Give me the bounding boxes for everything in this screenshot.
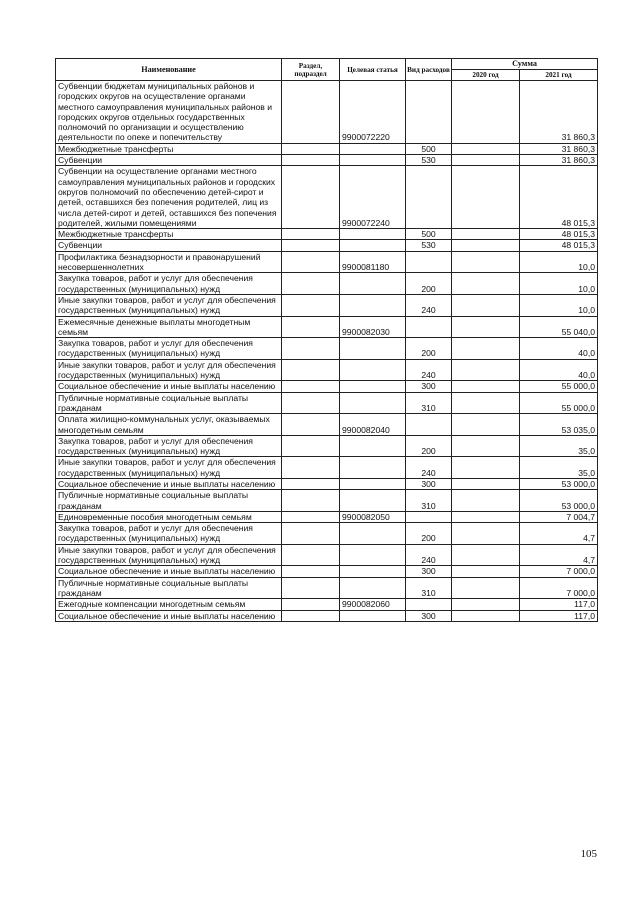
target-cell	[340, 457, 406, 479]
kind-cell: 240	[406, 544, 452, 566]
target-cell: 9900081180	[340, 251, 406, 273]
header-sum: Сумма	[452, 59, 598, 70]
sum-2020-cell	[452, 155, 520, 166]
sum-2020-cell	[452, 338, 520, 360]
sum-2020-cell	[452, 610, 520, 621]
name-cell: Социальное обеспечение и иные выплаты населению	[56, 478, 282, 489]
page-number: 105	[580, 848, 597, 860]
kind-cell: 300	[406, 478, 452, 489]
section-cell	[282, 523, 340, 545]
sum-2020-cell	[452, 143, 520, 154]
table-row	[56, 478, 598, 489]
section-cell	[282, 316, 340, 338]
target-cell	[340, 381, 406, 392]
kind-cell	[406, 166, 452, 229]
section-cell	[282, 338, 340, 360]
sum-2021-cell: 48 015,3	[520, 166, 598, 229]
sum-2021-cell: 55 040,0	[520, 316, 598, 338]
name-cell: Закупка товаров, работ и услуг для обеспечения государственных (муниципальных) нужд	[56, 435, 282, 457]
target-cell	[340, 435, 406, 457]
section-cell	[282, 490, 340, 512]
kind-cell	[406, 599, 452, 610]
table-row	[56, 435, 598, 457]
name-cell: Оплата жилищно-коммунальных услуг, оказываемых многодетным семьям	[56, 414, 282, 436]
target-cell: 9900082040	[340, 414, 406, 436]
name-cell: Публичные нормативные социальные выплаты гражданам	[56, 577, 282, 599]
kind-cell: 240	[406, 359, 452, 381]
table-row	[56, 457, 598, 479]
name-cell: Публичные нормативные социальные выплаты гражданам	[56, 392, 282, 414]
name-cell: Иные закупки товаров, работ и услуг для обеспечения государственных (муниципальных) нужд	[56, 457, 282, 479]
table-row	[56, 523, 598, 545]
sum-2021-cell: 40,0	[520, 359, 598, 381]
table-row	[56, 338, 598, 360]
name-cell: Иные закупки товаров, работ и услуг для обеспечения государственных (муниципальных) нужд	[56, 294, 282, 316]
kind-cell: 500	[406, 143, 452, 154]
section-cell	[282, 478, 340, 489]
name-cell: Ежегодные компенсации многодетным семьям	[56, 599, 282, 610]
name-cell: Закупка товаров, работ и услуг для обеспечения государственных (муниципальных) нужд	[56, 338, 282, 360]
kind-cell: 530	[406, 240, 452, 251]
kind-cell: 200	[406, 435, 452, 457]
section-cell	[282, 251, 340, 273]
table-row	[56, 577, 598, 599]
sum-2020-cell	[452, 478, 520, 489]
sum-2020-cell	[452, 392, 520, 414]
kind-cell: 500	[406, 229, 452, 240]
kind-cell: 240	[406, 294, 452, 316]
kind-cell	[406, 511, 452, 522]
header-kind: Вид расходов	[406, 59, 452, 81]
table-row	[56, 414, 598, 436]
sum-2020-cell	[452, 294, 520, 316]
name-cell: Межбюджетные трансферты	[56, 143, 282, 154]
name-cell: Субвенции	[56, 240, 282, 251]
kind-cell: 300	[406, 610, 452, 621]
target-cell	[340, 143, 406, 154]
table-row	[56, 81, 598, 144]
sum-2021-cell: 10,0	[520, 294, 598, 316]
sum-2020-cell	[452, 240, 520, 251]
kind-cell: 310	[406, 490, 452, 512]
sum-2021-cell: 53 035,0	[520, 414, 598, 436]
target-cell	[340, 273, 406, 295]
sum-2020-cell	[452, 490, 520, 512]
target-cell	[340, 566, 406, 577]
header-section: Раздел, подраздел	[282, 59, 340, 81]
sum-2021-cell: 48 015,3	[520, 229, 598, 240]
target-cell	[340, 392, 406, 414]
table-row	[56, 240, 598, 251]
sum-2021-cell: 40,0	[520, 338, 598, 360]
kind-cell: 200	[406, 273, 452, 295]
sum-2020-cell	[452, 273, 520, 295]
name-cell: Иные закупки товаров, работ и услуг для обеспечения государственных (муниципальных) нужд	[56, 544, 282, 566]
kind-cell: 200	[406, 338, 452, 360]
section-cell	[282, 414, 340, 436]
kind-cell	[406, 251, 452, 273]
target-cell: 9900082060	[340, 599, 406, 610]
table-row	[56, 143, 598, 154]
sum-2021-cell: 7 000,0	[520, 577, 598, 599]
section-cell	[282, 544, 340, 566]
table-row	[56, 599, 598, 610]
sum-2020-cell	[452, 544, 520, 566]
budget-table	[55, 58, 598, 622]
section-cell	[282, 143, 340, 154]
kind-cell: 310	[406, 392, 452, 414]
target-cell	[340, 523, 406, 545]
table-row	[56, 273, 598, 295]
target-cell	[340, 229, 406, 240]
kind-cell: 300	[406, 381, 452, 392]
target-cell	[340, 338, 406, 360]
name-cell: Закупка товаров, работ и услуг для обеспечения государственных (муниципальных) нужд	[56, 273, 282, 295]
table-row	[56, 392, 598, 414]
section-cell	[282, 435, 340, 457]
kind-cell: 240	[406, 457, 452, 479]
target-cell	[340, 490, 406, 512]
table-row	[56, 490, 598, 512]
target-cell	[340, 577, 406, 599]
header-name: Наименование	[56, 59, 282, 81]
section-cell	[282, 381, 340, 392]
section-cell	[282, 155, 340, 166]
sum-2020-cell	[452, 316, 520, 338]
sum-2021-cell: 35,0	[520, 457, 598, 479]
sum-2020-cell	[452, 81, 520, 144]
section-cell	[282, 81, 340, 144]
section-cell	[282, 511, 340, 522]
table-row	[56, 566, 598, 577]
table-row	[56, 511, 598, 522]
target-cell: 9900072220	[340, 81, 406, 144]
sum-2020-cell	[452, 381, 520, 392]
section-cell	[282, 566, 340, 577]
section-cell	[282, 599, 340, 610]
sum-2021-cell: 31 860,3	[520, 155, 598, 166]
table-row	[56, 166, 598, 229]
target-cell	[340, 155, 406, 166]
name-cell: Социальное обеспечение и иные выплаты населению	[56, 610, 282, 621]
sum-2020-cell	[452, 229, 520, 240]
kind-cell: 300	[406, 566, 452, 577]
table-row	[56, 229, 598, 240]
target-cell	[340, 294, 406, 316]
header-target: Целевая статья	[340, 59, 406, 81]
table-row	[56, 544, 598, 566]
sum-2021-cell: 7 004,7	[520, 511, 598, 522]
name-cell: Социальное обеспечение и иные выплаты населению	[56, 381, 282, 392]
kind-cell: 310	[406, 577, 452, 599]
kind-cell: 200	[406, 523, 452, 545]
section-cell	[282, 273, 340, 295]
table-row	[56, 251, 598, 273]
sum-2020-cell	[452, 577, 520, 599]
sum-2021-cell: 31 860,3	[520, 143, 598, 154]
sum-2021-cell: 35,0	[520, 435, 598, 457]
target-cell	[340, 478, 406, 489]
kind-cell	[406, 414, 452, 436]
target-cell: 9900082030	[340, 316, 406, 338]
section-cell	[282, 294, 340, 316]
sum-2020-cell	[452, 566, 520, 577]
sum-2020-cell	[452, 359, 520, 381]
table-body	[56, 81, 598, 622]
sum-2021-cell: 10,0	[520, 251, 598, 273]
name-cell: Единовременные пособия многодетным семьям	[56, 511, 282, 522]
sum-2021-cell: 4,7	[520, 523, 598, 545]
section-cell	[282, 392, 340, 414]
sum-2021-cell: 10,0	[520, 273, 598, 295]
name-cell: Иные закупки товаров, работ и услуг для обеспечения государственных (муниципальных) нужд	[56, 359, 282, 381]
name-cell: Межбюджетные трансферты	[56, 229, 282, 240]
name-cell: Ежемесячные денежные выплаты многодетным семьям	[56, 316, 282, 338]
target-cell: 9900072240	[340, 166, 406, 229]
table-row	[56, 294, 598, 316]
header-year-2020: 2020 год	[452, 70, 520, 81]
sum-2021-cell: 55 000,0	[520, 392, 598, 414]
sum-2021-cell: 117,0	[520, 610, 598, 621]
header-year-2021: 2021 год	[520, 70, 598, 81]
name-cell: Субвенции	[56, 155, 282, 166]
sum-2021-cell: 53 000,0	[520, 478, 598, 489]
section-cell	[282, 240, 340, 251]
kind-cell	[406, 81, 452, 144]
target-cell	[340, 240, 406, 251]
sum-2020-cell	[452, 457, 520, 479]
sum-2020-cell	[452, 414, 520, 436]
name-cell: Закупка товаров, работ и услуг для обеспечения государственных (муниципальных) нужд	[56, 523, 282, 545]
sum-2020-cell	[452, 251, 520, 273]
sum-2020-cell	[452, 599, 520, 610]
kind-cell: 530	[406, 155, 452, 166]
table-row	[56, 359, 598, 381]
sum-2021-cell: 53 000,0	[520, 490, 598, 512]
name-cell: Профилактика безнадзорности и правонарушений несовершеннолетних	[56, 251, 282, 273]
section-cell	[282, 359, 340, 381]
kind-cell	[406, 316, 452, 338]
section-cell	[282, 610, 340, 621]
sum-2021-cell: 55 000,0	[520, 381, 598, 392]
sum-2020-cell	[452, 166, 520, 229]
sum-2020-cell	[452, 511, 520, 522]
name-cell: Субвенции на осуществление органами местного самоуправления муниципальных районов и городских округов полномочий по обеспечению детей-сирот и детей, оставшихся без попечения родителей, лиц из числа детей-сирот и детей, оставшихся без попечения родителей, жилыми помещениями	[56, 166, 282, 229]
section-cell	[282, 166, 340, 229]
name-cell: Субвенции бюджетам муниципальных районов и городских округов на осуществление органами местного самоуправления муниципальных районов и городских округов отдельных государственных полномочий по организации и осуществлению деятельности по опеке и попечительству	[56, 81, 282, 144]
sum-2021-cell: 48 015,3	[520, 240, 598, 251]
sum-2021-cell: 31 860,3	[520, 81, 598, 144]
sum-2020-cell	[452, 435, 520, 457]
sum-2020-cell	[452, 523, 520, 545]
sum-2021-cell: 4,7	[520, 544, 598, 566]
target-cell: 9900082050	[340, 511, 406, 522]
target-cell	[340, 610, 406, 621]
sum-2021-cell: 117,0	[520, 599, 598, 610]
section-cell	[282, 457, 340, 479]
table-row	[56, 381, 598, 392]
section-cell	[282, 577, 340, 599]
sum-2021-cell: 7 000,0	[520, 566, 598, 577]
name-cell: Социальное обеспечение и иные выплаты населению	[56, 566, 282, 577]
table-row	[56, 316, 598, 338]
target-cell	[340, 544, 406, 566]
target-cell	[340, 359, 406, 381]
section-cell	[282, 229, 340, 240]
table-row	[56, 610, 598, 621]
name-cell: Публичные нормативные социальные выплаты гражданам	[56, 490, 282, 512]
table-row	[56, 155, 598, 166]
